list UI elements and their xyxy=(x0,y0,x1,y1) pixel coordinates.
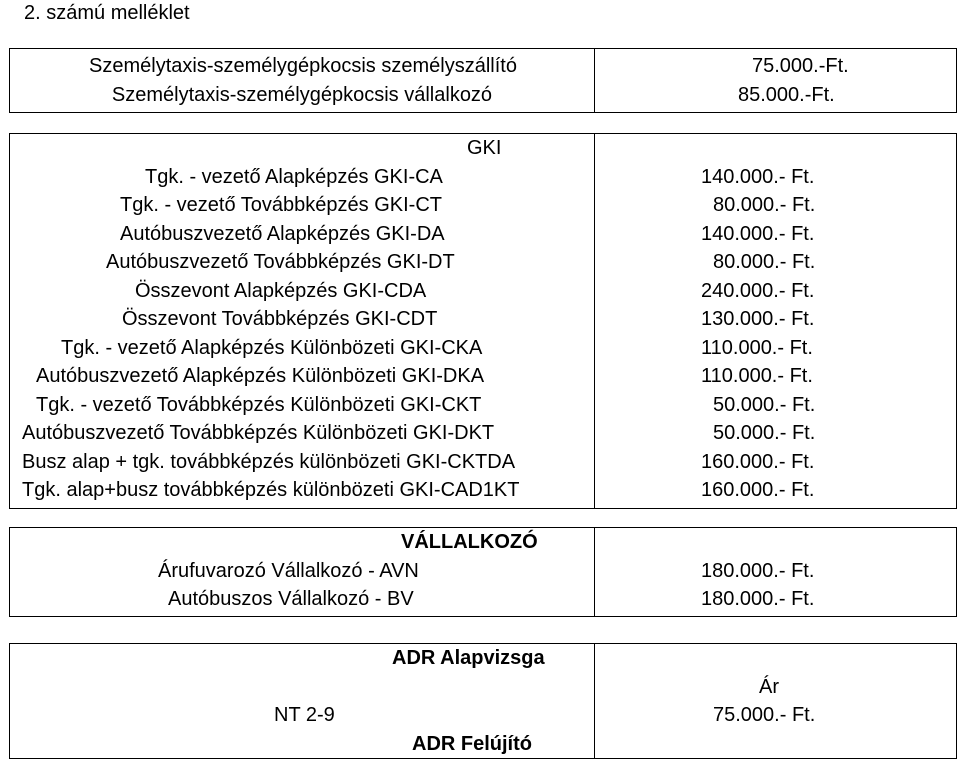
gki-price-5: 240.000.- Ft. xyxy=(701,279,815,302)
vallalkozo-price-1: 180.000.- Ft. xyxy=(701,559,815,582)
gki-label-10: Autóbuszvezető Továbbképzés Különbözeti GKI-DKT xyxy=(22,422,495,444)
gki-label-6: Összevont Továbbképzés GKI-CDT xyxy=(122,308,438,330)
gki-title-spacer xyxy=(595,134,956,163)
adr-labels-cell xyxy=(10,644,595,759)
gki-price-12: 160.000.- Ft. xyxy=(701,479,815,501)
vallalkozo-table xyxy=(9,527,957,617)
gki-price-11: 160.000.- Ft. xyxy=(701,450,815,473)
adr-price-header: Ár xyxy=(759,675,779,698)
gki-label-11: Busz alap + tgk. továbbképzés különbözeti GKI-CKTDA xyxy=(22,450,516,473)
gki-price-6: 130.000.- Ft. xyxy=(701,308,815,330)
adr-blank-line xyxy=(10,673,594,702)
gki-label-4: Autóbuszvezető Továbbképzés GKI-DT xyxy=(106,251,455,273)
taxi-label-2: Személytaxis-személygépkocsis vállalkozó xyxy=(111,83,493,106)
gki-title: GKI xyxy=(467,137,502,159)
gki-price-7: 110.000.- Ft. xyxy=(701,336,813,359)
adr-footer-spacer xyxy=(595,730,956,759)
adr-table xyxy=(9,643,957,759)
gki-labels-cell xyxy=(10,134,595,509)
adr-prices-cell xyxy=(595,644,957,759)
vallalkozo-label-1: Árufuvarozó Vállalkozó - AVN xyxy=(158,559,419,582)
gki-price-4: 80.000.- Ft. xyxy=(713,251,816,273)
adr-row-label: NT 2-9 xyxy=(274,704,335,726)
gki-label-3: Autóbuszvezető Alapképzés GKI-DA xyxy=(120,222,445,245)
vallalkozo-title: VÁLLALKOZÓ xyxy=(401,531,538,553)
page-heading: 2. számú melléklet xyxy=(24,2,190,24)
gki-label-5: Összevont Alapképzés GKI-CDA xyxy=(135,279,427,302)
taxi-label-1: Személytaxis-személygépkocsis személyszállító xyxy=(89,55,517,77)
gki-label-8: Autóbuszvezető Alapképzés Különbözeti GKI-DKA xyxy=(36,365,485,387)
taxi-price-2: 85.000.-Ft. xyxy=(738,83,835,106)
gki-prices-cell xyxy=(595,134,957,509)
gki-price-1: 140.000.- Ft. xyxy=(701,165,815,188)
adr-row-price: 75.000.- Ft. xyxy=(713,704,816,726)
gki-price-2: 80.000.- Ft. xyxy=(713,194,816,216)
vallalkozo-price-2: 180.000.- Ft. xyxy=(701,588,815,610)
gki-label-9: Tgk. - vezető Továbbképzés Különbözeti GKI-CKT xyxy=(36,393,482,416)
taxi-price-1: 75.000.-Ft. xyxy=(752,55,849,77)
adr-title: ADR Alapvizsga xyxy=(392,647,545,669)
gki-price-3: 140.000.- Ft. xyxy=(701,222,815,245)
gki-label-2: Tgk. - vezető Továbbképzés GKI-CT xyxy=(120,194,442,216)
taxi-prices-cell xyxy=(595,49,957,113)
gki-price-8: 110.000.- Ft. xyxy=(701,365,813,387)
gki-price-10: 50.000.- Ft. xyxy=(713,422,816,444)
taxi-labels-cell xyxy=(10,49,595,113)
vallalkozo-label-2: Autóbuszos Vállalkozó - BV xyxy=(168,588,414,610)
vallalkozo-prices-cell xyxy=(595,528,957,617)
taxi-table xyxy=(9,48,957,113)
gki-table xyxy=(9,133,957,509)
gki-label-1: Tgk. - vezető Alapképzés GKI-CA xyxy=(145,165,443,188)
adr-footer: ADR Felújító xyxy=(412,732,532,755)
gki-label-7: Tgk. - vezető Alapképzés Különbözeti GKI-CKA xyxy=(61,336,483,359)
gki-price-9: 50.000.- Ft. xyxy=(713,393,816,416)
vallalkozo-labels-cell xyxy=(10,528,595,617)
gki-label-12: Tgk. alap+busz továbbképzés különbözeti GKI-CAD1KT xyxy=(22,479,520,501)
vallalkozo-title-spacer xyxy=(595,528,956,557)
adr-title-spacer xyxy=(595,644,956,673)
